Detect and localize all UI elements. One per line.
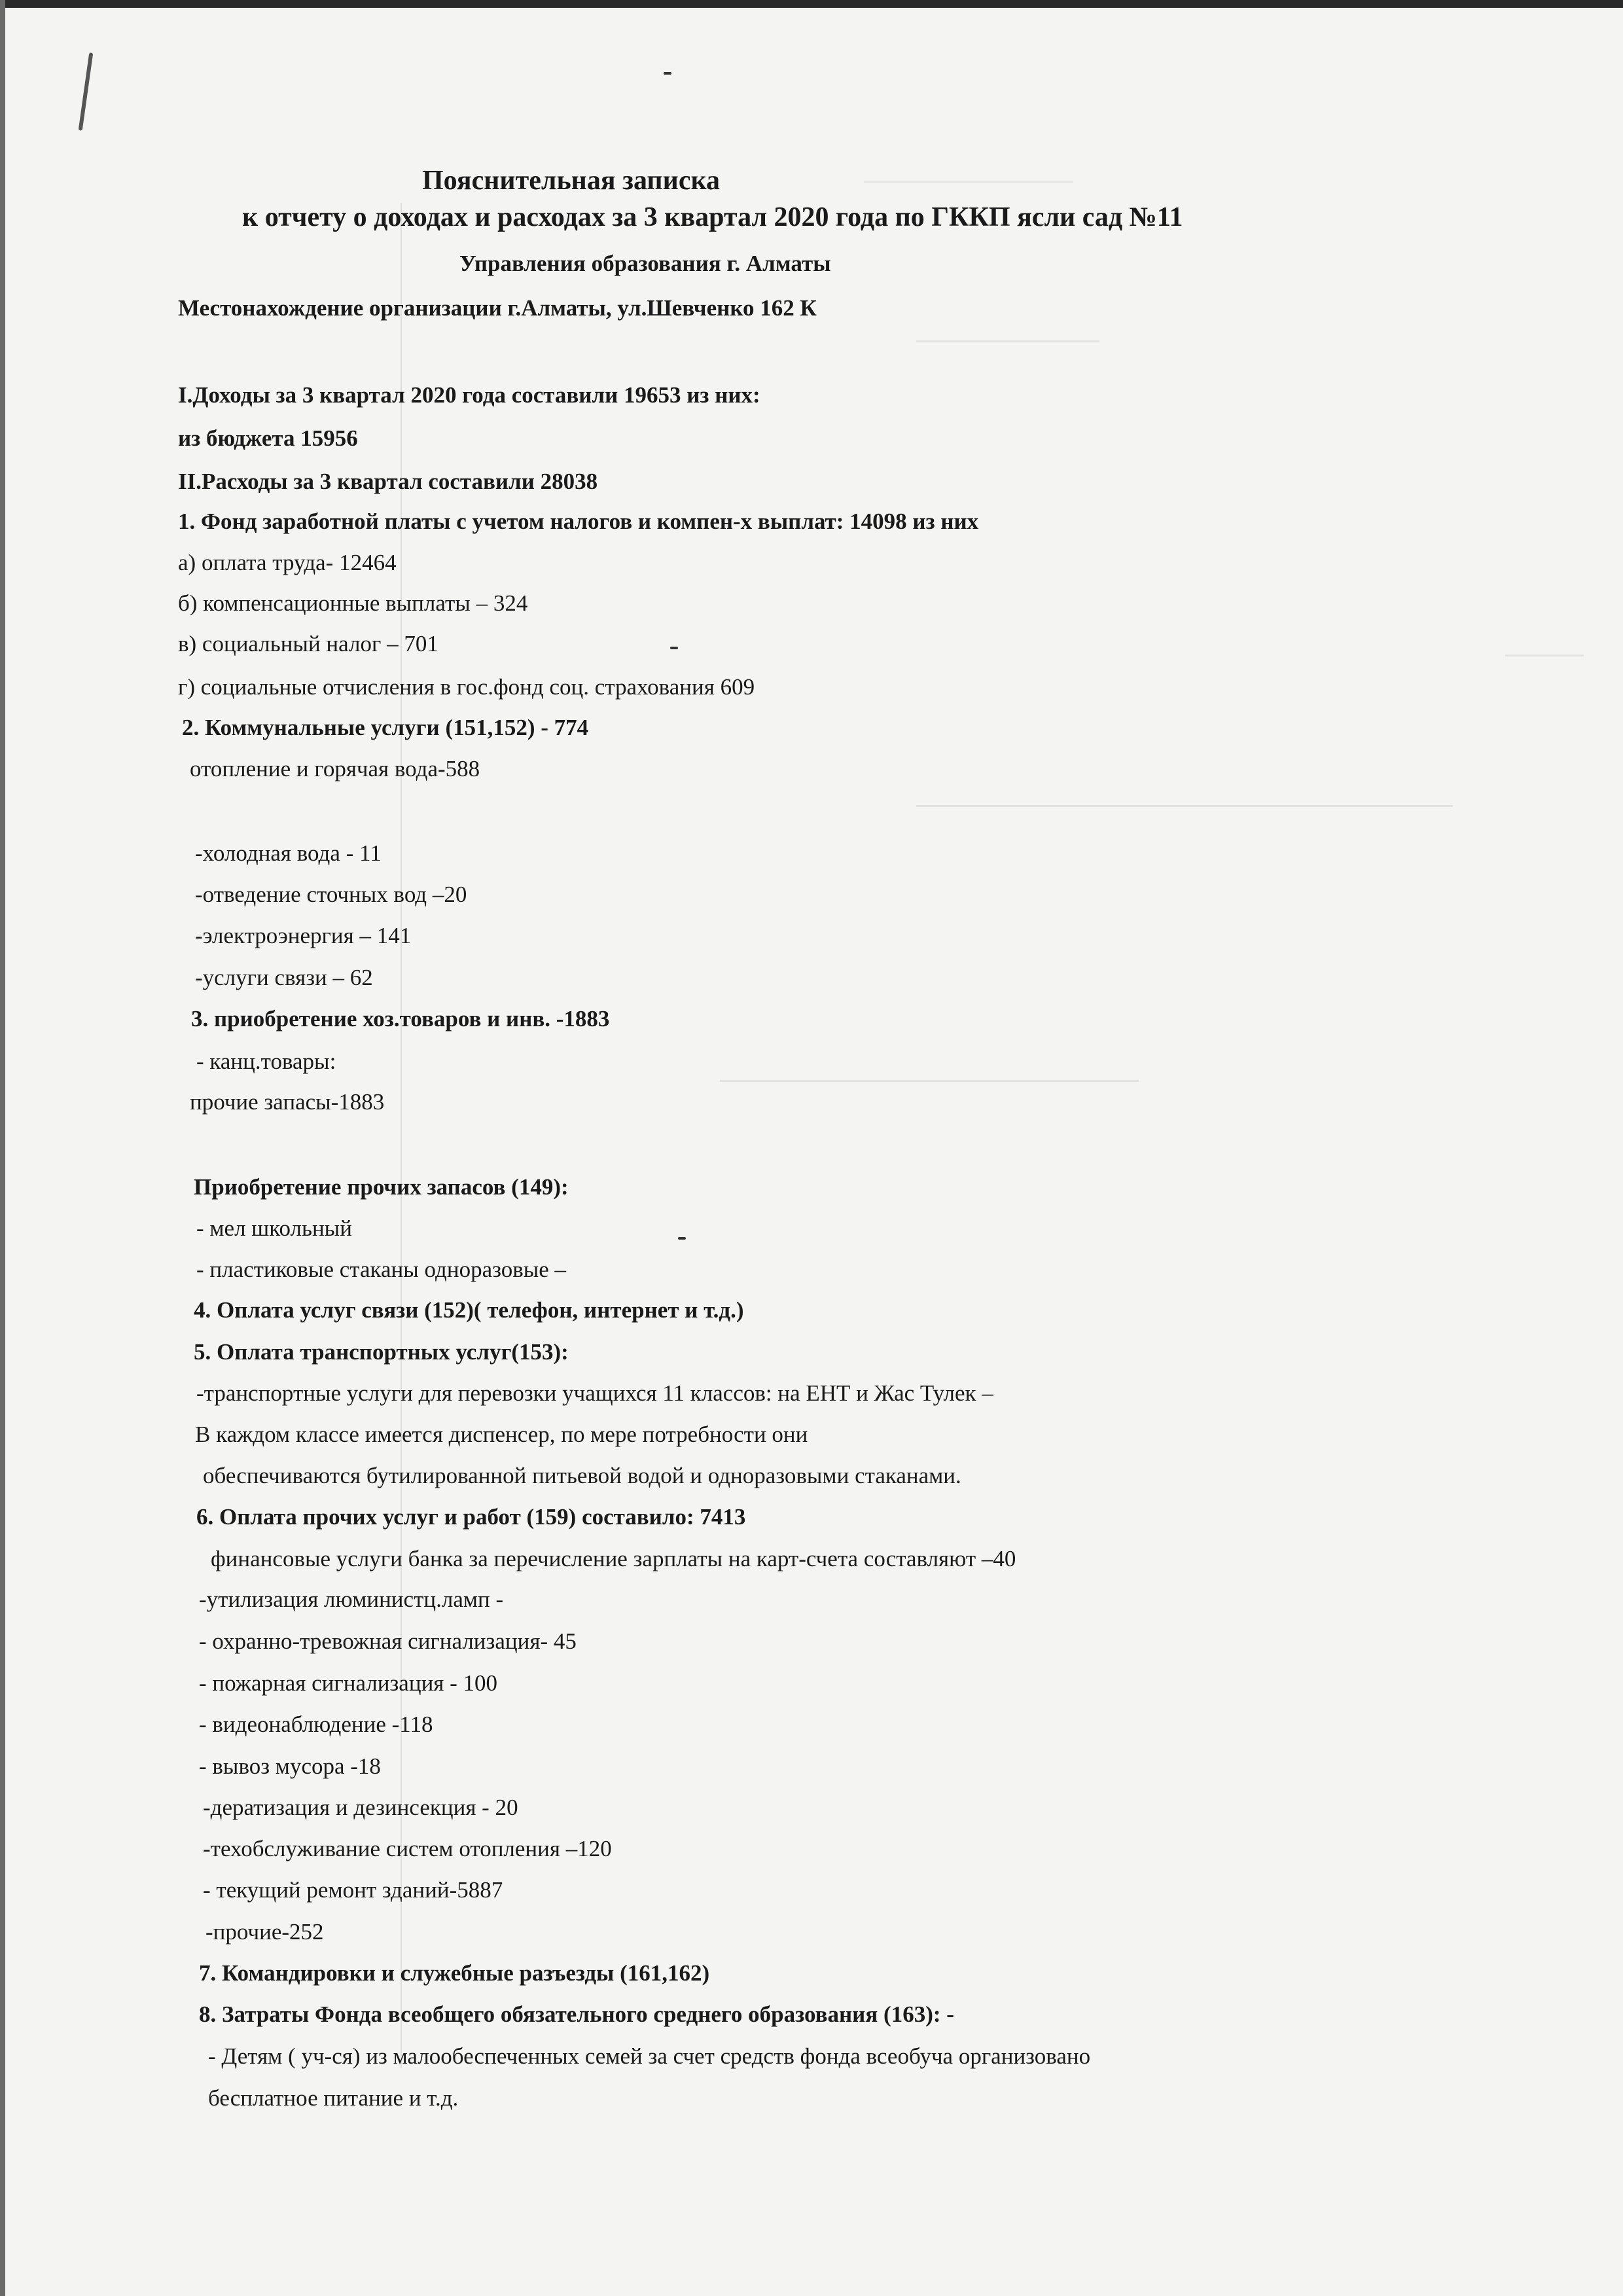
section-2-item: отопление и горячая вода-588	[190, 756, 480, 781]
section-8-item: - Детям ( уч-ся) из малообеспеченных семей за счет средств фонда всеобуча организовано	[208, 2043, 1091, 2069]
section-6-item: финансовые услуги банка за перечисление зарплаты на карт-счета составляют –40	[211, 1546, 1016, 1571]
section-3-item: прочие запасы-1883	[190, 1089, 385, 1115]
section-1-heading: 1. Фонд заработной платы с учетом налогов и компен-х выплат: 14098 из них	[178, 509, 979, 534]
section-2-item: -услуги связи – 62	[195, 965, 373, 990]
section-2-item: -электроэнергия – 141	[195, 923, 412, 948]
section-5-note: обеспечиваются бутилированной питьевой водой и одноразовыми стаканами.	[203, 1463, 961, 1488]
section-8-item: бесплатное питание и т.д.	[208, 2085, 459, 2111]
section-5-heading: 5. Оплата транспортных услуг(153):	[194, 1339, 569, 1365]
section-1-item: г) социальные отчисления в гос.фонд соц. страхования 609	[178, 674, 755, 700]
section-2-item: -отведение сточных вод –20	[195, 882, 467, 907]
speck	[670, 647, 678, 649]
other-supplies-heading: Приобретение прочих запасов (149):	[194, 1174, 569, 1200]
section-6-item: -прочие-252	[205, 1919, 324, 1945]
section-1-item: б) компенсационные выплаты – 324	[178, 590, 528, 616]
section-6-item: -техобслуживание систем отопления –120	[203, 1836, 612, 1861]
expenses-total: II.Расходы за 3 квартал составили 28038	[178, 469, 598, 494]
bleed-through	[1505, 655, 1584, 656]
section-6-item: - текущий ремонт зданий-5887	[203, 1877, 503, 1903]
section-2-item: -холодная вода - 11	[195, 840, 382, 866]
income-budget: из бюджета 15956	[178, 425, 358, 451]
section-7-heading: 7. Командировки и служебные разъезды (161,162)	[199, 1960, 710, 1986]
section-6-heading: 6. Оплата прочих услуг и работ (159) составило: 7413	[196, 1504, 746, 1530]
section-8-heading: 8. Затраты Фонда всеобщего обязательного среднего образования (163): -	[199, 2001, 954, 2027]
bleed-through	[720, 1080, 1139, 1082]
speck	[678, 1237, 686, 1240]
other-supplies-item: - мел школьный	[196, 1215, 352, 1241]
speck	[664, 72, 671, 75]
other-supplies-item: - пластиковые стаканы одноразовые –	[196, 1257, 567, 1282]
section-6-item: -дератизация и дезинсекция - 20	[203, 1795, 518, 1820]
bleed-through	[916, 805, 1453, 807]
scan-edge-left	[0, 0, 5, 2296]
pen-mark	[79, 52, 94, 131]
section-6-item: -утилизация люминистц.ламп -	[199, 1587, 504, 1612]
section-2-heading: 2. Коммунальные услуги (151,152) - 774	[182, 715, 589, 740]
section-6-item: - видеонаблюдение -118	[199, 1712, 433, 1737]
doc-title: Пояснительная записка	[422, 166, 721, 196]
section-3-item: - канц.товары:	[196, 1049, 336, 1074]
doc-location: Местонахождение организации г.Алматы, ул.Шевченко 162 К	[178, 295, 817, 321]
section-6-item: - охранно-тревожная сигнализация- 45	[199, 1628, 577, 1654]
doc-department: Управления образования г. Алматы	[459, 251, 831, 276]
section-4-heading: 4. Оплата услуг связи (152)( телефон, интернет и т.д.)	[194, 1297, 744, 1323]
section-1-item: а) оплата труда- 12464	[178, 550, 397, 575]
section-3-heading: 3. приобретение хоз.товаров и инв. -1883	[191, 1006, 610, 1031]
section-1-item: в) социальный налог – 701	[178, 631, 438, 656]
bleed-through	[864, 181, 1073, 183]
section-6-item: - вывоз мусора -18	[199, 1753, 381, 1779]
section-5-item: -транспортные услуги для перевозки учащихся 11 классов: на ЕНТ и Жас Тулек –	[196, 1380, 993, 1406]
doc-subtitle: к отчету о доходах и расходах за 3 квартал 2020 года по ГККП ясли сад №11	[242, 202, 1183, 232]
section-5-note: В каждом классе имеется диспенсер, по мере потребности они	[195, 1422, 808, 1447]
bleed-through	[916, 340, 1099, 342]
scan-edge-top	[0, 0, 1623, 8]
section-6-item: - пожарная сигнализация - 100	[199, 1670, 498, 1696]
income-total: I.Доходы за 3 квартал 2020 года составили 19653 из них:	[178, 382, 760, 408]
